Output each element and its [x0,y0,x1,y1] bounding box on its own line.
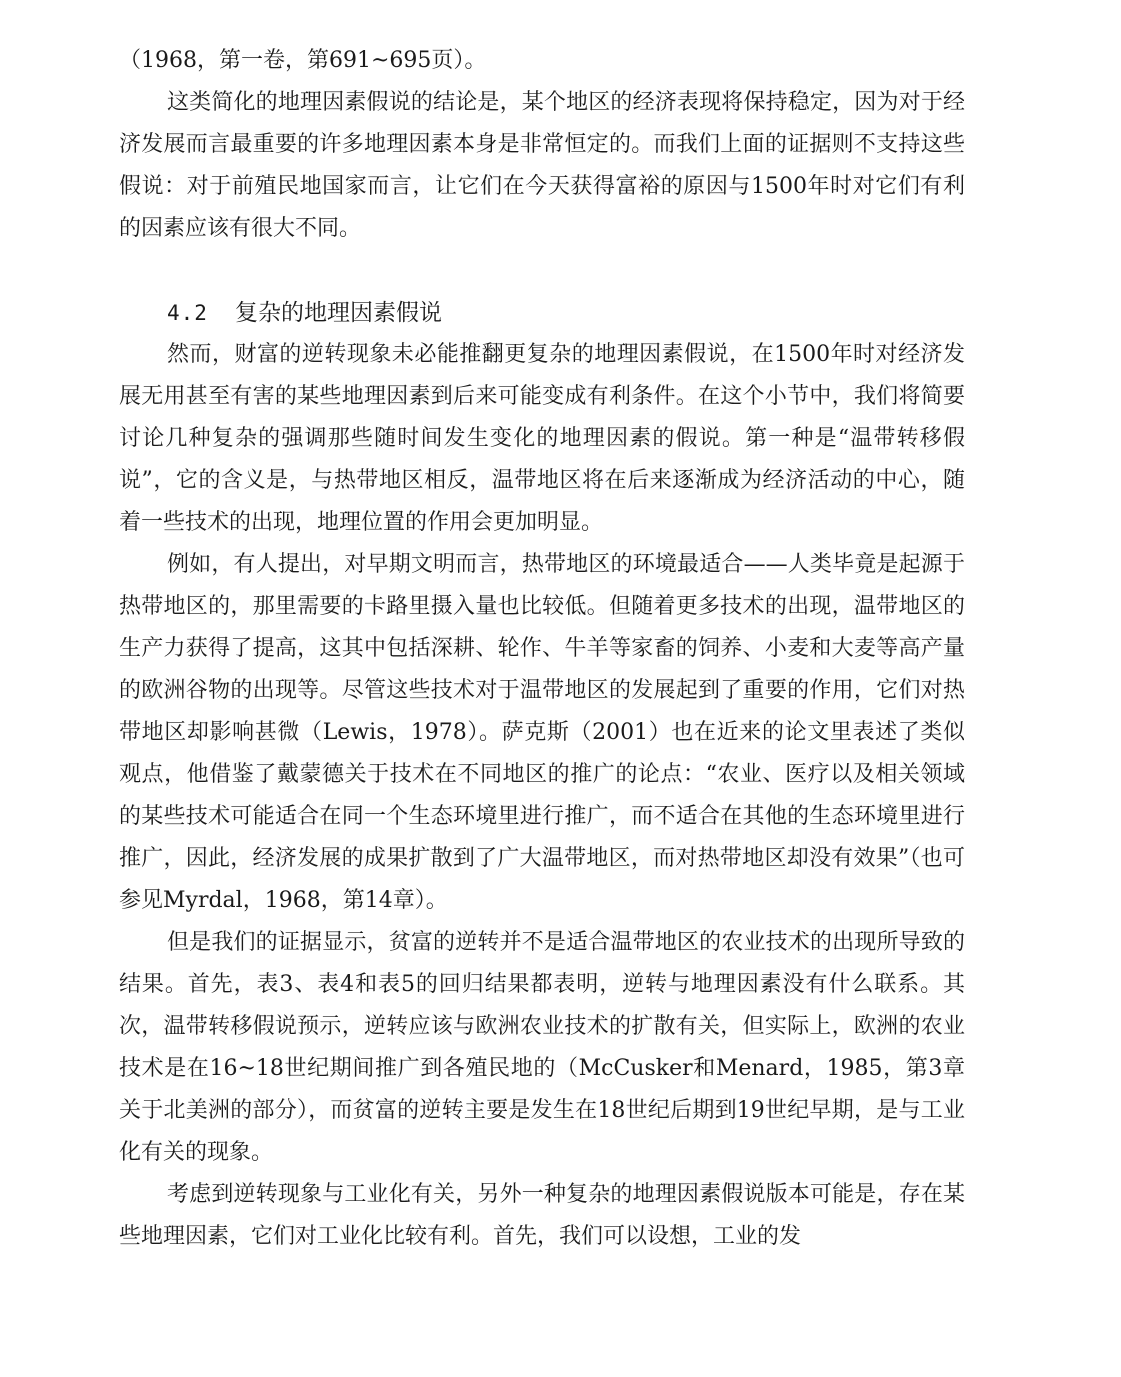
section-title: 复杂的地理因素假说 [235,300,442,326]
paragraph-evidence: 但是我们的证据显示，贫富的逆转并不是适合温带地区的农业技术的出现所导致的结果。首先，表3、表4和表5的回归结果都表明，逆转与地理因素没有什么联系。其次，温带转移假说预示，逆转应该与欧洲农业技术的扩散有关，但实际上，欧洲的农业技术是在16~18世纪期间推广到各殖民地的（McCusker和Menard，1985，第3章关于北美洲的部分），而贫富的逆转主要是发生在18世纪后期到19世纪早期，是与工业化有关的现象。 [119,930,965,1165]
paragraph-continuation: （1968，第一卷，第691~695页）。 [119,48,487,73]
paragraph-simple-geography-conclusion: 这类简化的地理因素假说的结论是，某个地区的经济表现将保持稳定，因为对于经济发展而言最重要的许多地理因素本身是非常恒定的。而我们上面的证据则不支持这些假说：对于前殖民地国家而言，让它们在今天获得富裕的原因与1500年时对它们有利的因素应该有很大不同。 [119,90,965,241]
section-heading [119,292,965,334]
document-page [119,40,965,1258]
section-number: 4.2 [167,301,208,325]
paragraph-example: 例如，有人提出，对早期文明而言，热带地区的环境最适合——人类毕竟是起源于热带地区的，那里需要的卡路里摄入量也比较低。但随着更多技术的出现，温带地区的生产力获得了提高，这其中包括深耕、轮作、牛羊等家畜的饲养、小麦和大麦等高产量的欧洲谷物的出现等。尽管这些技术对于温带地区的发展起到了重要的作用，它们对热带地区却影响甚微（Lewis，1978）。萨克斯（2001）也在近来的论文里表述了类似观点，他借鉴了戴蒙德关于技术在不同地区的推广的论点：“农业、医疗以及相关领域的某些技术可能适合在同一个生态环境里进行推广，而不适合在其他的生态环境里进行推广，因此，经济发展的成果扩散到了广大温带地区，而对热带地区却没有效果”（也可参见Myrdal，1968，第14章）。 [119,552,965,913]
paragraph-industrialization: 考虑到逆转现象与工业化有关，另外一种复杂的地理因素假说版本可能是，存在某些地理因素，它们对工业化比较有利。首先，我们可以设想，工业的发 [119,1182,965,1249]
paragraph-temperate-drift: 然而，财富的逆转现象未必能推翻更复杂的地理因素假说，在1500年时对经济发展无用甚至有害的某些地理因素到后来可能变成有利条件。在这个小节中，我们将简要讨论几种复杂的强调那些随时间发生变化的地理因素的假说。第一种是“温带转移假说”，它的含义是，与热带地区相反，温带地区将在后来逐渐成为经济活动的中心，随着一些技术的出现，地理位置的作用会更加明显。 [119,342,965,535]
